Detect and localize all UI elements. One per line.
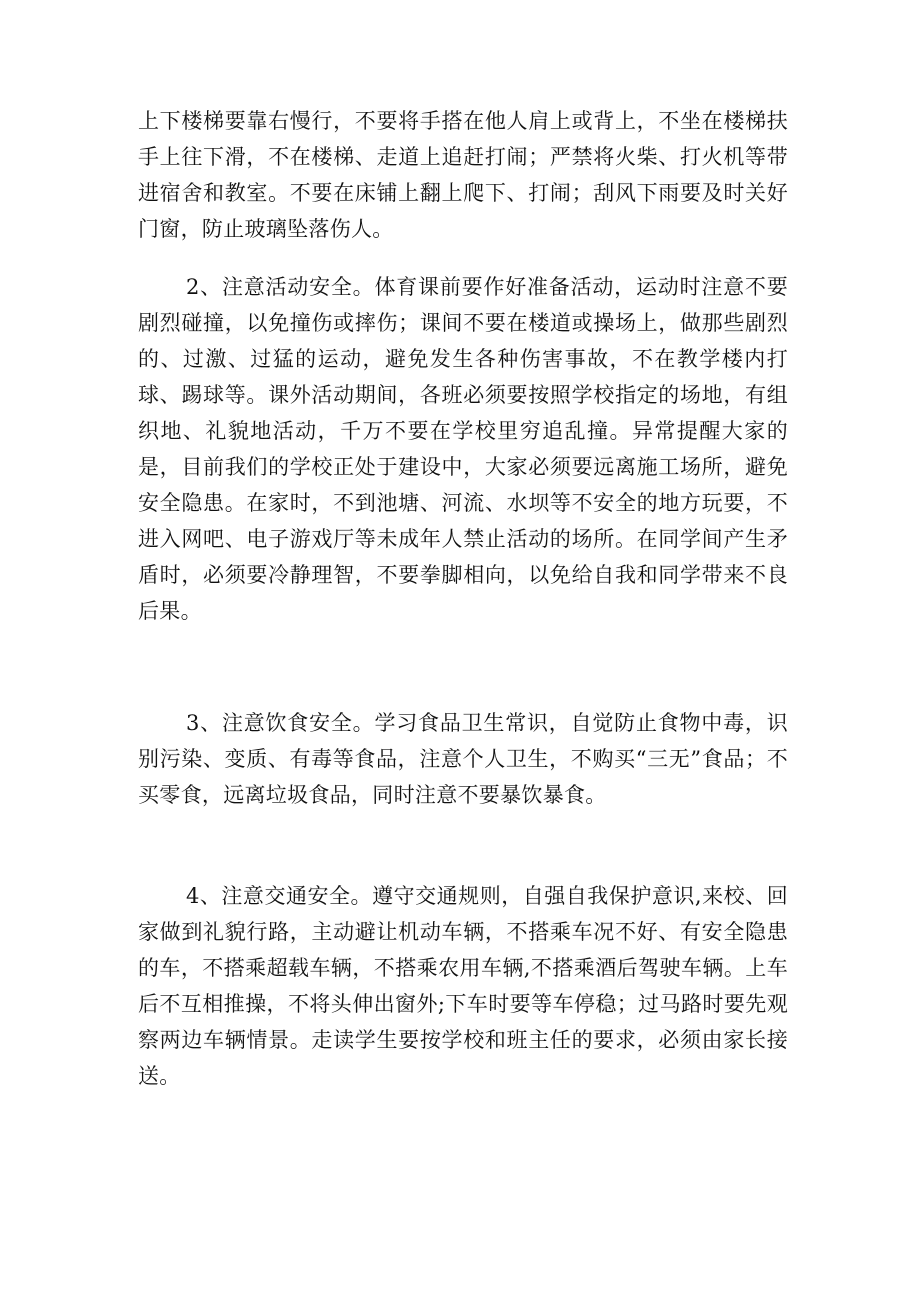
paragraph-activity-safety: 2、注意活动安全。体育课前要作好准备活动，运动时注意不要剧烈碰撞，以免撞伤或摔伤；课间不要在楼道或操场上，做那些剧烈的、过激、过猛的运动，避免发生各种伤害事故，不在教学楼内打球、踢球等。课外活动期间，各班必须要按照学校指定的场地，有组织地、礼貌地活动，千万不要在学校里穷追乱撞。异常提醒大家的是，目前我们的学校正处于建设中，大家必须要远离施工场所，避免安全隐患。在家时，不到池塘、河流、水坝等不安全的地方玩要，不进入网吧、电子游戏厅等未成年人禁止活动的场所。在同学间产生矛盾时，必须要冷静理智，不要拳脚相向，以免给自我和同学带来不良后果。: [138, 275, 788, 623]
paragraph-stairs-safety: 上下楼梯要靠右慢行，不要将手搭在他人肩上或背上，不坐在楼梯扶手上往下滑，不在楼梯、走道上追赶打闹；严禁将火柴、打火机等带进宿舍和教室。不要在床铺上翻上爬下、打闹；刮风下雨要及时关好门窗，防止玻璃坠落伤人。: [138, 109, 788, 241]
paragraph-traffic-safety: 4、注意交通安全。遵守交通规则，自强自我保护意识,来校、回家做到礼貌行路，主动避让机动车辆，不搭乘车况不好、有安全隐患的车，不搭乘超载车辆，不搭乘农用车辆,不搭乘酒后驾驶车辆。上车后不互相推操，不将头伸出窗外;下车时要等车停稳；过马路时要先观察两边车辆情景。走读学生要按学校和班主任的要求，必须由家长接送。: [138, 884, 788, 1088]
paragraph-food-safety: 3、注意饮食安全。学习食品卫生常识，自觉防止食物中毒，识别污染、变质、有毒等食品，注意个人卫生，不购买“三无”食品；不买零食，远离垃圾食品，同时注意不要暴饮暴食。: [138, 711, 788, 807]
